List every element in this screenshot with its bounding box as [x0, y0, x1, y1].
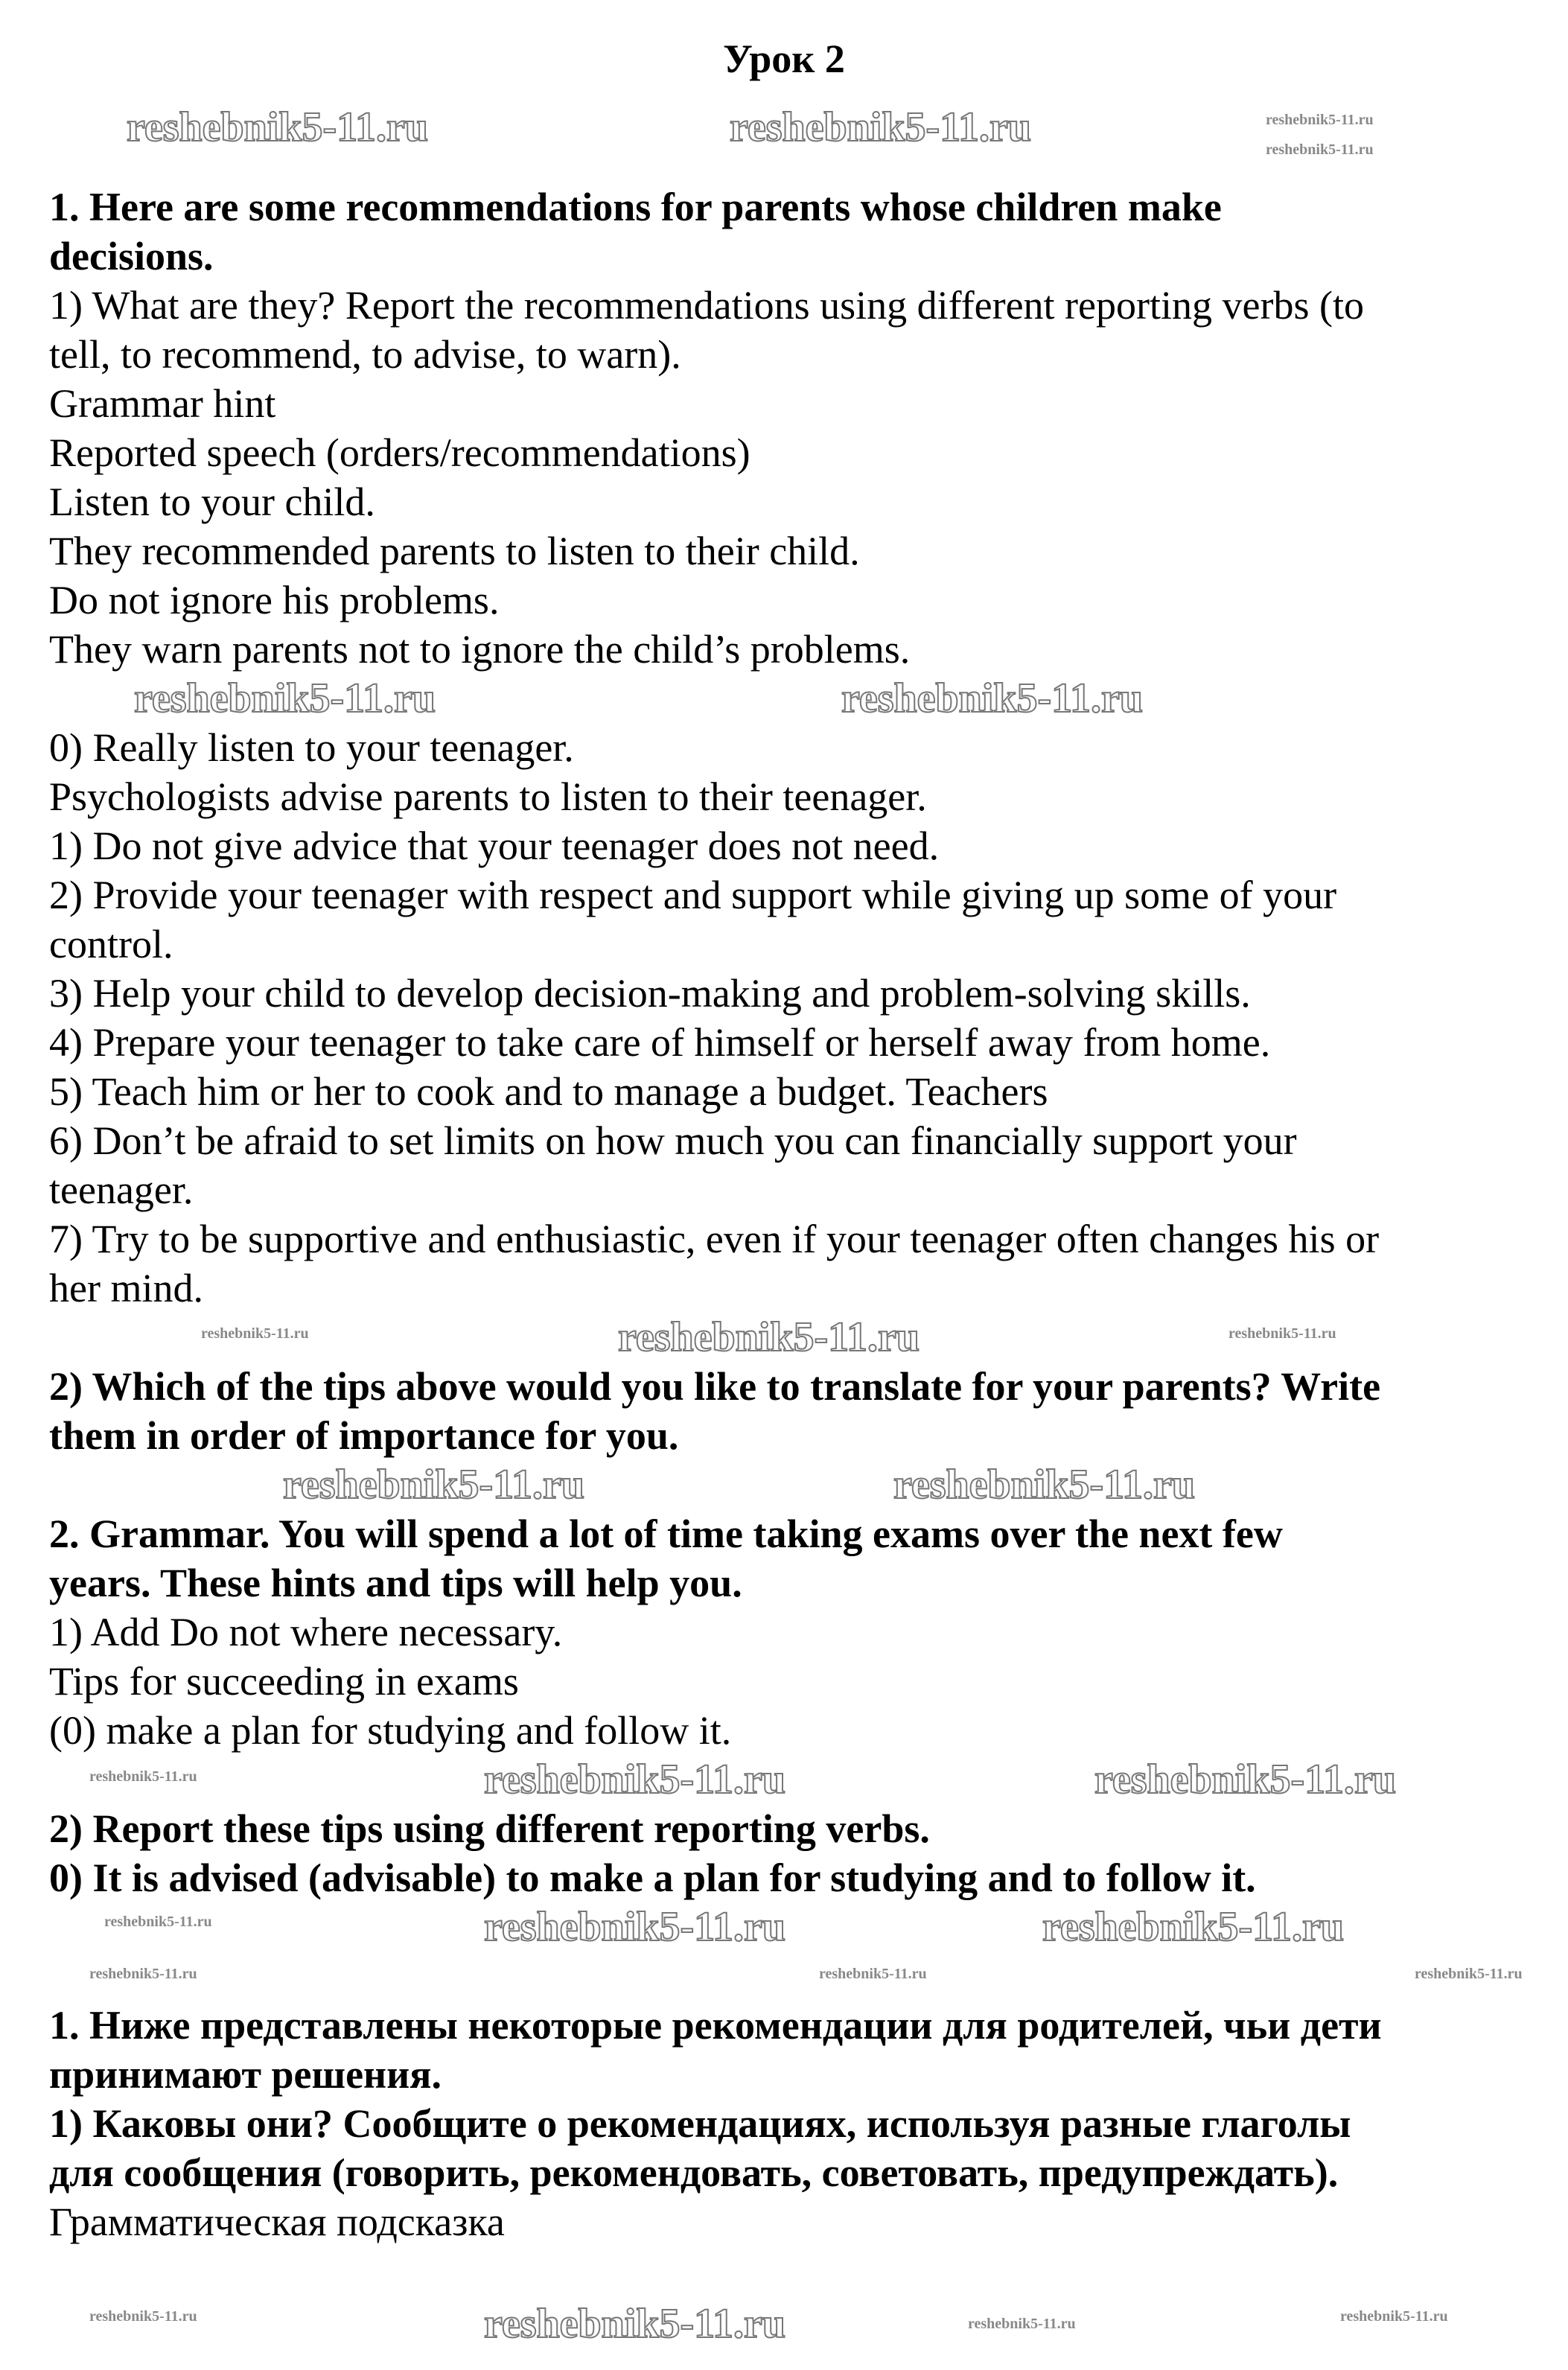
watermark: reshebnik5-11.ru — [134, 675, 436, 721]
watermark: reshebnik5-11.ru — [89, 1768, 197, 1785]
text-line: 0) Really listen to your teenager. — [49, 725, 574, 770]
text-line: control. — [49, 922, 173, 966]
text-line: 1) Add Do not where necessary. — [49, 1610, 563, 1654]
watermark: reshebnik5-11.ru — [484, 1904, 786, 1950]
text-line: her mind. — [49, 1266, 203, 1310]
watermark: reshebnik5-11.ru — [484, 2301, 786, 2347]
text-line: Tips for succeeding in exams — [49, 1659, 519, 1704]
watermark: reshebnik5-11.ru — [127, 104, 429, 150]
text-line: 6) Don’t be afraid to set limits on how much you can financially support your — [49, 1118, 1297, 1163]
watermark: reshebnik5-11.ru — [618, 1314, 920, 1360]
page-title: Урок 2 — [723, 36, 845, 81]
text-line: 1) What are they? Report the recommendations using different reporting verbs (to — [49, 283, 1364, 328]
text-line: 1) Do not give advice that your teenager does not need. — [49, 824, 940, 868]
text-line: 2) Provide your teenager with respect and support while giving up some of your — [49, 873, 1337, 917]
text-line: Psychologists advise parents to listen to their teenager. — [49, 774, 927, 819]
text-line: Grammar hint — [49, 381, 276, 426]
text-line: 3) Help your child to develop decision-making and problem-solving skills. — [49, 971, 1251, 1016]
text-line: Грамматическая подсказка — [49, 2199, 505, 2244]
watermark: reshebnik5-11.ru — [968, 2316, 1076, 2332]
watermark: reshebnik5-11.ru — [1094, 1756, 1397, 1803]
text-line: Do not ignore his problems. — [49, 578, 500, 622]
text-line: 2. Grammar. You will spend a lot of time taking exams over the next few — [49, 1511, 1283, 1556]
watermark: reshebnik5-11.ru — [819, 1966, 927, 1982]
blank-line — [49, 1460, 1523, 1509]
text-line: They recommended parents to listen to their child. — [49, 529, 860, 573]
text-line: 7) Try to be supportive and enthusiastic, even if your teenager often changes his or — [49, 1217, 1380, 1261]
text-line: They warn parents not to ignore the child’s problems. — [49, 627, 911, 672]
text-line: years. These hints and tips will help you. — [49, 1561, 742, 1605]
text-line: (0) make a plan for studying and follow it. — [49, 1708, 732, 1753]
text-line: decisions. — [49, 234, 214, 278]
watermark: reshebnik5-11.ru — [283, 1462, 585, 1508]
watermark: reshebnik5-11.ru — [89, 2308, 197, 2325]
watermark: reshebnik5-11.ru — [89, 1966, 197, 1982]
watermark: reshebnik5-11.ru — [841, 675, 1144, 721]
watermark: reshebnik5-11.ru — [1266, 141, 1374, 158]
text-line: 1. Here are some recommendations for parents whose children make — [49, 185, 1222, 229]
text-line: 0) It is advised (advisable) to make a plan for studying and to follow it. — [49, 1855, 1256, 1900]
watermark: reshebnik5-11.ru — [1042, 1904, 1345, 1950]
text-line: them in order of importance for you. — [49, 1413, 679, 1458]
watermark: reshebnik5-11.ru — [730, 104, 1032, 150]
text-line: 2) Which of the tips above would you like to translate for your parents? Write — [49, 1364, 1381, 1409]
watermark: reshebnik5-11.ru — [1415, 1966, 1523, 1982]
text-line: 1) Каковы они? Сообщите о рекомендациях, используя разные глаголы — [49, 2101, 1351, 2146]
text-line: 5) Teach him or her to cook and to manage a budget. Teachers — [49, 1069, 1048, 1114]
text-line: 4) Prepare your teenager to take care of himself or herself away from home. — [49, 1020, 1271, 1065]
watermark: reshebnik5-11.ru — [484, 1756, 786, 1803]
text-line: принимают решения. — [49, 2052, 442, 2097]
watermark: reshebnik5-11.ru — [893, 1462, 1196, 1508]
text-line: tell, to recommend, to advise, to warn). — [49, 332, 681, 377]
text-line: для сообщения (говорить, рекомендовать, советовать, предупреждать). — [49, 2150, 1339, 2195]
watermark: reshebnik5-11.ru — [201, 1325, 309, 1342]
blank-line — [49, 1952, 1523, 2001]
text-line: teenager. — [49, 1168, 194, 1212]
watermark: reshebnik5-11.ru — [1266, 112, 1374, 128]
watermark: reshebnik5-11.ru — [1228, 1325, 1336, 1342]
text-line: Reported speech (orders/recommendations) — [49, 430, 750, 475]
text-line: Listen to your child. — [49, 480, 375, 524]
text-line: 2) Report these tips using different reporting verbs. — [49, 1806, 930, 1851]
watermark: reshebnik5-11.ru — [104, 1914, 212, 1930]
watermark: reshebnik5-11.ru — [1340, 2308, 1448, 2325]
text-line: 1. Ниже представлены некоторые рекомендации для родителей, чьи дети — [49, 2003, 1382, 2048]
